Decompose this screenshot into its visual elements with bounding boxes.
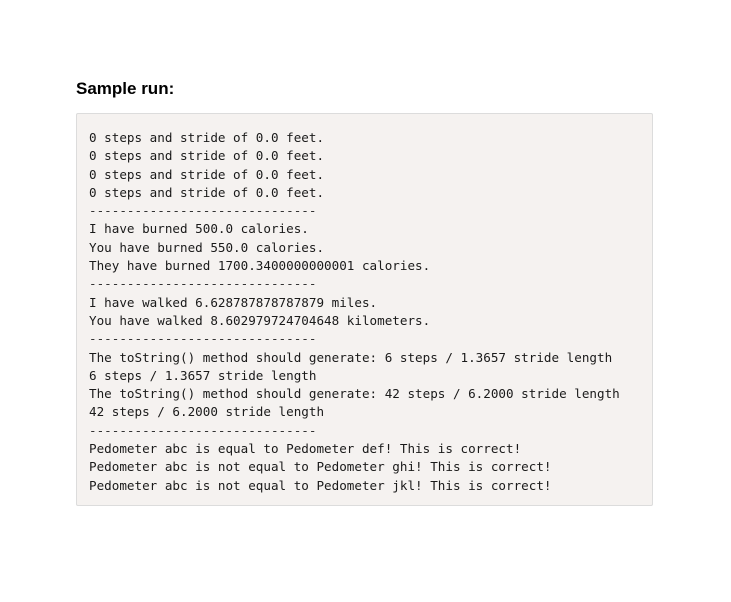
separator-line: ------------------------------ xyxy=(89,276,317,292)
output-line: 6 steps / 1.3657 stride length xyxy=(89,367,317,383)
separator-line: ------------------------------ xyxy=(89,331,317,347)
output-line: I have burned 500.0 calories. xyxy=(89,221,309,237)
output-line: 0 steps and stride of 0.0 feet. xyxy=(89,184,325,200)
sample-run-heading: Sample run: xyxy=(76,79,175,98)
separator-line: ------------------------------ xyxy=(89,422,317,438)
output-line: The toString() method should generate: 6 steps / 1.3657 stride length xyxy=(89,349,613,365)
output-line: 0 steps and stride of 0.0 feet. xyxy=(89,166,325,182)
output-line: You have burned 550.0 calories. xyxy=(89,239,325,255)
output-line: 0 steps and stride of 0.0 feet. xyxy=(89,130,325,145)
output-line: They have burned 1700.3400000000001 calories. xyxy=(89,258,431,274)
separator-line: ------------------------------ xyxy=(89,203,317,219)
output-line: Pedometer abc is not equal to Pedometer jkl! This is correct! xyxy=(89,477,552,493)
output-line: Pedometer abc is not equal to Pedometer ghi! This is correct! xyxy=(89,459,552,475)
output-line: Pedometer abc is equal to Pedometer def! This is correct! xyxy=(89,441,522,457)
output-line: 42 steps / 6.2000 stride length xyxy=(89,404,325,420)
output-line: The toString() method should generate: 42 steps / 6.2000 stride length xyxy=(89,386,620,402)
output-line: I have walked 6.628787878787879 miles. xyxy=(89,294,378,310)
output-line: 0 steps and stride of 0.0 feet. xyxy=(89,148,325,164)
console-output-box xyxy=(76,113,653,506)
output-line: You have walked 8.602979724704648 kilometers. xyxy=(89,312,431,328)
